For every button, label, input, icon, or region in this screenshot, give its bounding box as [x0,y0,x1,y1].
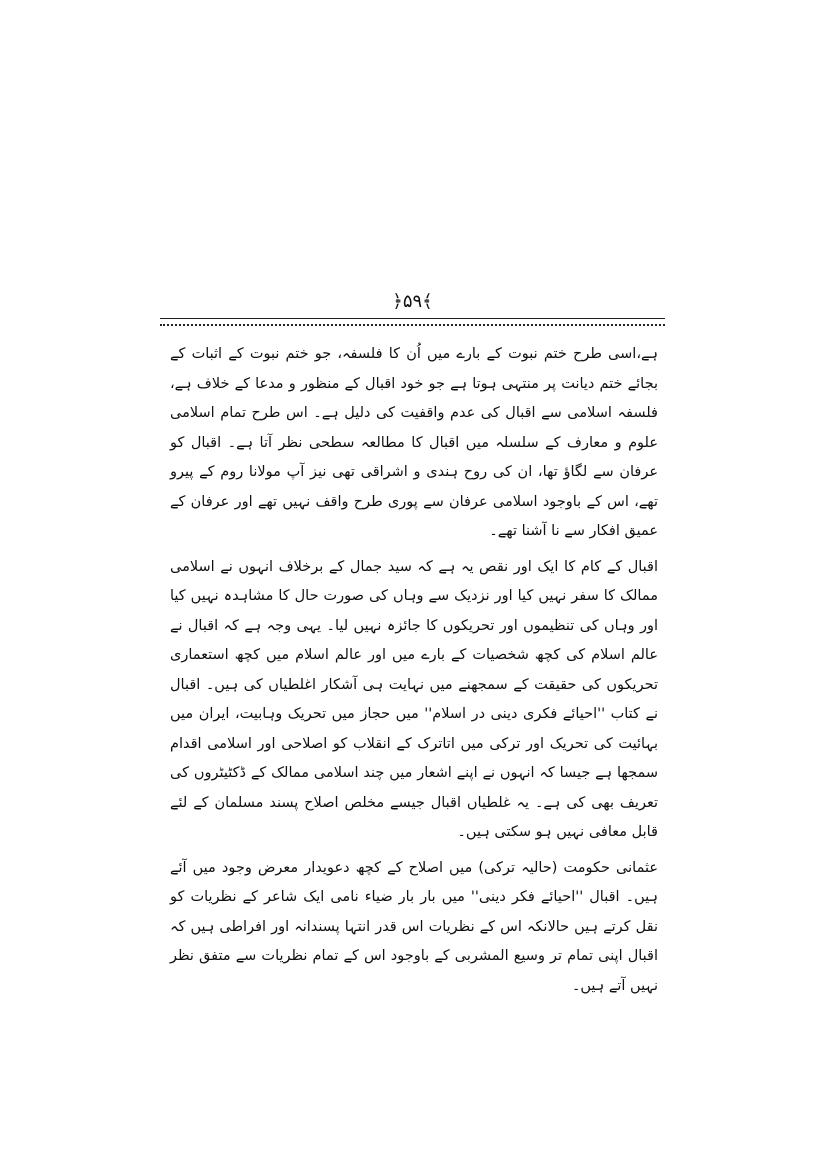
paragraph-1: ہے،اسی طرح ختم نبوت کے بارے میں اُن کا فلسفہ، جو ختم نبوت کے اثبات کے بجائے ختم دیانت پر منتہی ہوتا ہے جو خود اقبال کے منظور و مدعا کے خلاف ہے، فلسفہ اسلامی سے اقبال کی عدم واقفیت کی دلیل ہے۔ اس طرح تمام اسلامی علوم و معارف کے سلسلہ میں اقبال کا مطالعہ سطحی نظر آتا ہے۔ اقبال کو عرفان سے لگاؤ تھا، ان کی روح ہندی و اشراقی تھی نیز آپ مولانا روم کے پیرو تھے، اس کے باوجود اسلامی عرفان سے پوری طرح واقف نہیں تھے اور عرفان کے عمیق افکار سے نا آشنا تھے۔ [170,346,658,539]
page-number: ﴿۵۹﴾ [392,291,433,312]
page-body [170,340,658,1007]
paragraph-3: عثمانی حکومت (حالیہ ترکی) میں اصلاح کے کچھ دعویدار معرض وجود میں آئے ہیں۔ اقبال ''احیائے فکر دینی'' میں بار بار ضیاء نامی ایک شاعر کے نظریات کو نقل کرتے ہیں حالانکہ اس کے نظریات اس قدر انتہا پسندانہ اور افراطی ہیں کہ اقبال اپنی تمام تر وسیع المشربی کے باوجود اس کے تمام نظریات سے متفق نظر نہیں آتے ہیں۔ [170,859,658,994]
header-divider [160,318,665,326]
paragraph-2: اقبال کے کام کا ایک اور نقص یہ ہے کہ سید جمال کے برخلاف انہوں نے اسلامی ممالک کا سفر نہیں کیا اور نزدیک سے وہاں کی صورت حال کا مشاہدہ نہیں کیا اور وہاں کی تنظیموں اور تحریکوں کا جائزہ نہیں لیا۔ یہی وجہ ہے کہ اقبال نے عالم اسلام کی کچھ شخصیات کے بارے میں اور عالم اسلام میں کچھ استعماری تحریکوں کی حقیقت کے سمجھنے میں نہایت ہی آشکار اغلطیاں کی ہیں۔ اقبال نے کتاب ''احیائے فکری دینی در اسلام'' میں حجاز میں تحریک وہابیت، ایران میں بہائیت کی تحریک اور ترکی میں اتاترک کے انقلاب کو اصلاحی اور اسلامی اقدام سمجھا ہے جیسا کہ انہوں نے اپنے اشعار میں چند اسلامی ممالک کے ڈکٹیٹروں کی تعریف بھی کی ہے۔ یہ غلطیاں اقبال جیسے مخلص اصلاح پسند مسلمان کے لئے قابل معافی نہیں ہو سکتی ہیں۔ [170,558,658,840]
